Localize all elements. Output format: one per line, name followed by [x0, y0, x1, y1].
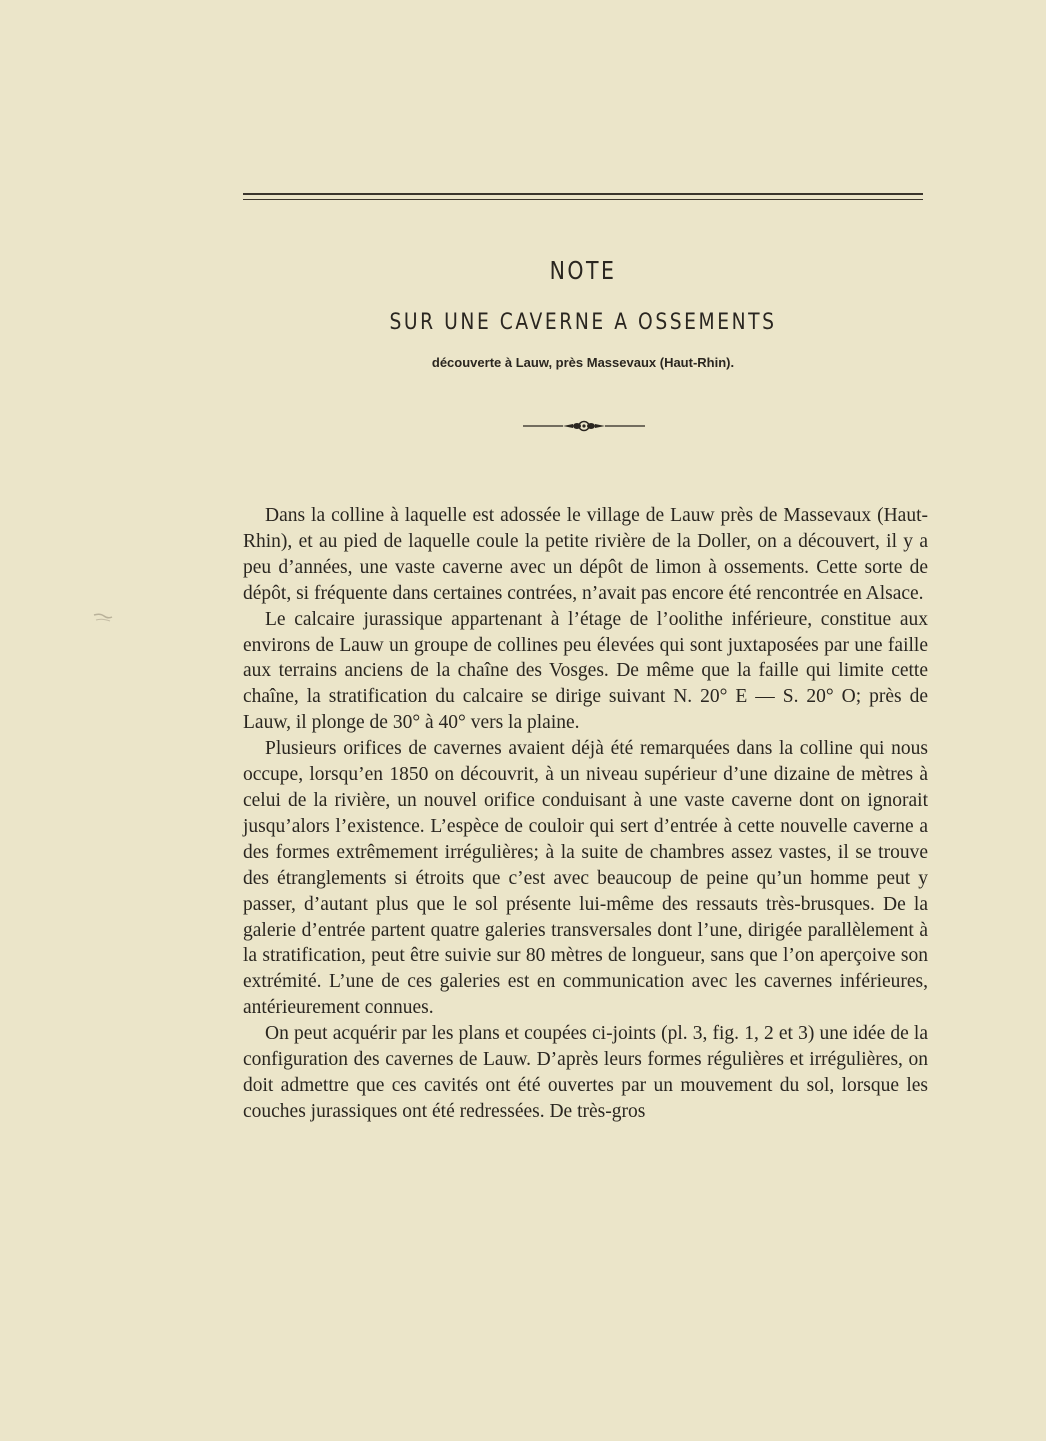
- paragraph-2: Le calcaire jurassique appartenant à l’étage de l’oolithe inférieure, constitue aux environs de Lauw un groupe de collines peu élevées qui sont juxtaposées par une faille aux terrains anciens de la chaîne des Vosges. De même que la faille qui limite cette chaîne, la stratification du calcaire se dirige suivant N. 20° E — S. 20° O; près de Lauw, il plonge de 30° à 40° vers la plaine.: [243, 608, 928, 734]
- paragraph-1: Dans la colline à laquelle est adossée le village de Lauw près de Massevaux (Haut-Rhin), et au pied de laquelle coule la petite rivière de la Doller, on a découvert, il y a peu d’années, une vaste caverne avec un dépôt de limon à ossements. Cette sorte de dépôt, si fréquente dans certaines contrées, n’avait pas encore été rencontrée en Alsace.: [243, 505, 928, 604]
- body-text: [243, 503, 928, 1125]
- ornament-divider-icon: [523, 419, 645, 433]
- paragraph-3: Plusieurs orifices de cavernes avaient déjà été remarquées dans la colline qui nous occupe, lorsqu’en 1850 on découvrit, à un niveau supérieur d’une dizaine de mètres à celui de la rivière, un nouvel orifice conduisant à une vaste caverne dont on ignorait jusqu’alors l’existence. L’espèce de couloir qui sert d’entrée à cette nouvelle caverne a des formes extrêmement irrégulières; à la suite de chambres assez vastes, il se trouve des étranglements si étroits que c’est avec beaucoup de peine qu’un homme peut y passer, d’autant plus que le sol présente lui-même des ressauts très-brusques. De la galerie d’entrée partent quatre galeries transversales dont l’une, dirigée parallèlement à la stratification, peut être suivie sur 80 mètres de longueur, sans que l’on aperçoive son extrémité. L’une de ces galeries est en communication avec les cavernes inférieures, antérieurement connues.: [243, 738, 928, 1019]
- margin-mark-icon: [92, 610, 114, 624]
- document-title: NOTE: [549, 256, 617, 285]
- document-location-line: découverte à Lauw, près Massevaux (Haut-Rhin).: [431, 355, 735, 370]
- paragraph-4: On peut acquérir par les plans et coupées ci-joints (pl. 3, fig. 1, 2 et 3) une idée de la configuration des cavernes de Lauw. D’après leurs formes régulières et irrégulières, on doit admettre que ces cavités ont été ouvertes par un mouvement du sol, lorsque les couches jurassiques ont été redressées. De très-gros: [243, 1023, 928, 1122]
- header-double-rule: [243, 193, 923, 200]
- document-subtitle: SUR UNE CAVERNE A OSSEMENTS: [389, 310, 777, 335]
